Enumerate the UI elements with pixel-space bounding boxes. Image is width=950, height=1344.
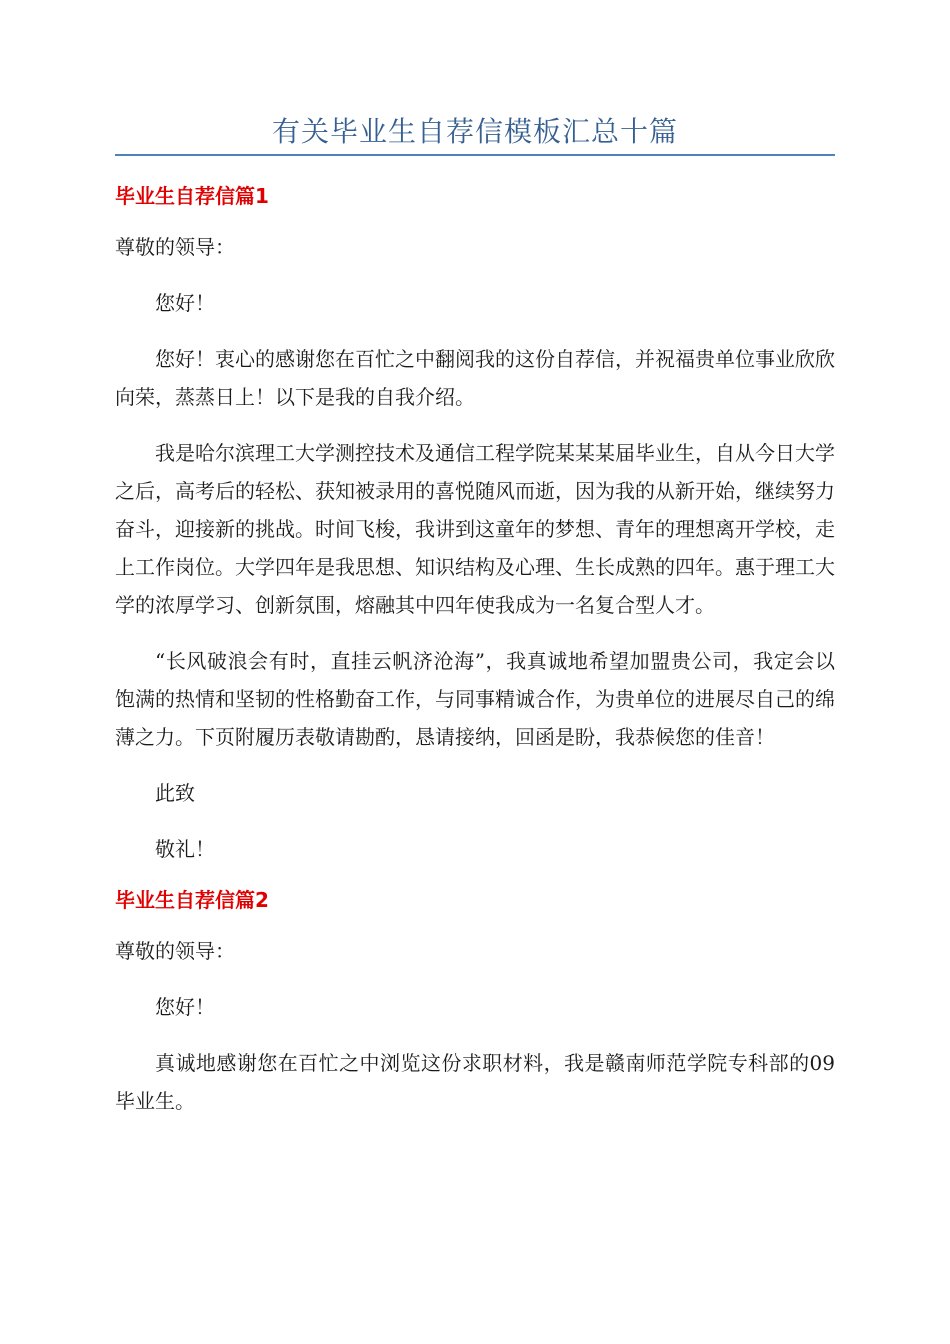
greeting: 您好！ <box>155 291 215 315</box>
greeting: 您好！ <box>155 995 215 1019</box>
document-body <box>115 182 835 1120</box>
body-paragraph: 我是哈尔滨理工大学测控技术及通信工程学院某某某届毕业生，自从今日大学之后，高考后的轻松、获知被录用的喜悦随风而逝，因为我的从新开始，继续努力奋斗，迎接新的挑战。时间飞梭，我讲到这童年的梦想、青年的理想离开学校，走上工作岗位。大学四年是我思想、知识结构及心理、生长成熟的四年。惠于理工大学的浓厚学习、创新氛围，熔融其中四年使我成为一名复合型人才。 <box>115 441 835 617</box>
body-paragraph: “长风破浪会有时，直挂云帆济沧海”，我真诚地希望加盟贵公司，我定会以饱满的热情和坚韧的性格勤奋工作，与同事精诚合作，为贵单位的进展尽自己的绵薄之力。下页附履历表敬请勘酌，恳请接纳，回函是盼，我恭候您的佳音！ <box>115 649 835 749</box>
body-paragraph: 您好！衷心的感谢您在百忙之中翻阅我的这份自荐信，并祝福贵单位事业欣欣向荣，蒸蒸日上！以下是我的自我介绍。 <box>115 347 835 409</box>
salutation: 尊敬的领导： <box>115 235 235 259</box>
body-paragraph: 真诚地感谢您在百忙之中浏览这份求职材料，我是赣南师范学院专科部的09毕业生。 <box>115 1051 835 1113</box>
section-heading: 毕业生自荐信篇2 <box>115 888 269 912</box>
section-heading: 毕业生自荐信篇1 <box>115 184 269 208</box>
closing-line: 敬礼！ <box>155 837 215 861</box>
section-1 <box>115 182 835 868</box>
document-title: 有关毕业生自荐信模板汇总十篇 <box>271 115 678 148</box>
salutation: 尊敬的领导： <box>115 939 235 963</box>
section-2 <box>115 886 835 1120</box>
closing-line: 此致 <box>155 781 195 805</box>
title-underline <box>115 154 835 156</box>
